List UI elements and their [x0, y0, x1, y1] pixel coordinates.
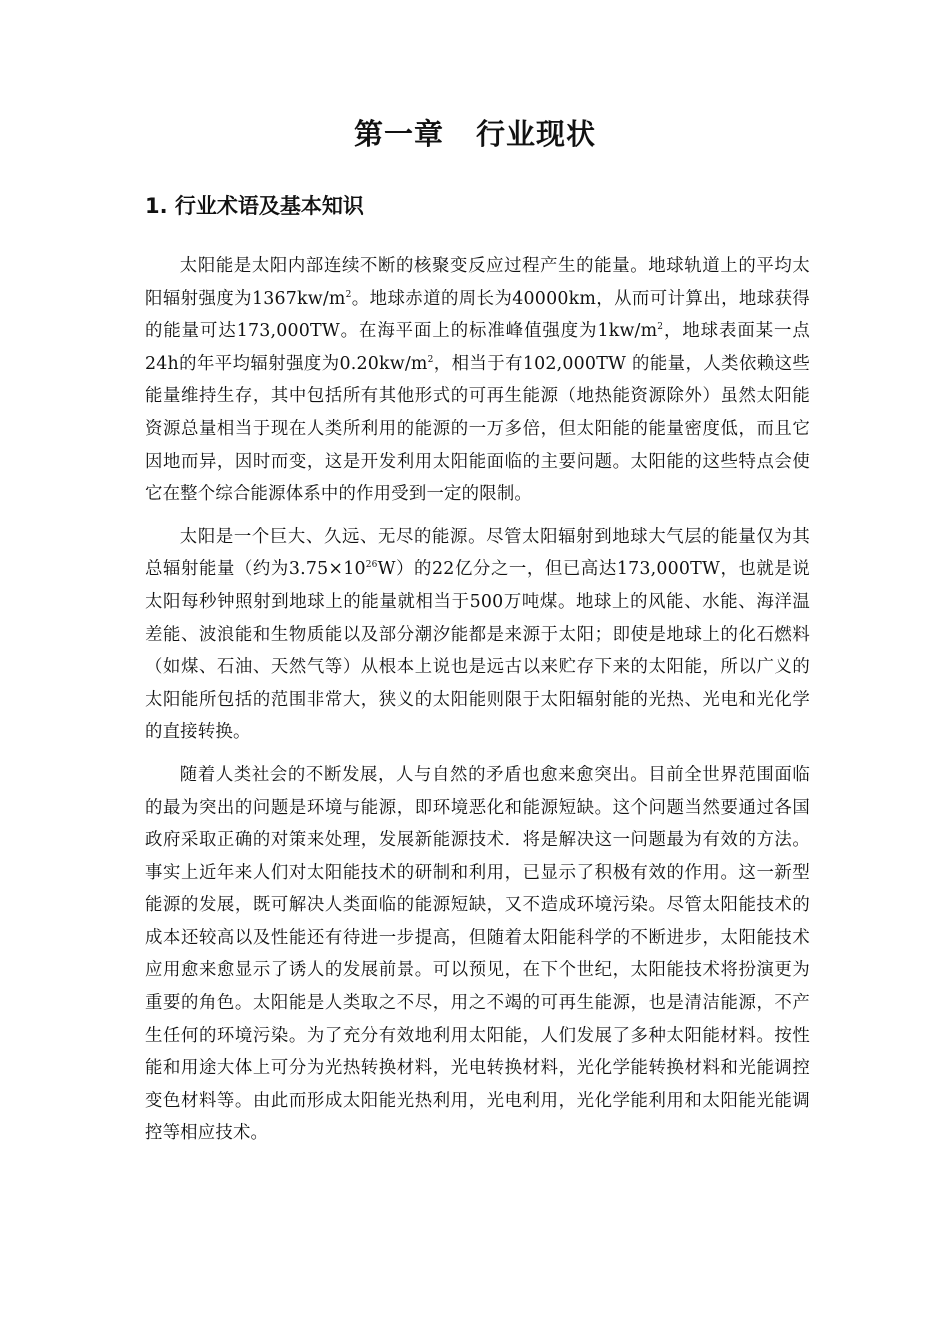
chapter-title: [0, 112, 950, 153]
paragraph-2-text-b: W）的22亿分之一，但已高达173,000TW，也就是说太阳每秒钟照射到地球上的能量就相当于500万吨煤。地球上的风能、水能、海洋温差能、波浪能和生物质能以及部分潮汐能都是来源于太阳；即使是地球上的化石燃料（如煤、石油、天然气等）从根本上说也是远古以来贮存下来的太阳能，所以广义的太阳能所包括的范围非常大，狭义的太阳能则限于太阳辐射能的光热、光电和光化学的直接转换。: [145, 559, 810, 743]
chapter-prefix: 第一章: [353, 117, 444, 151]
body-text: [145, 250, 810, 1160]
paragraph-1-text-b: 。地球赤道的周长为40000km，从而可计算出，地球获得的能量可达173,000TW。在海平面上的标准峰值强度为1kw/m: [145, 288, 810, 342]
superscript: 2: [427, 354, 434, 365]
section-heading: 1. 行业术语及基本知识: [145, 194, 364, 218]
paragraph-2-text-a: 太阳是一个巨大、久远、无尽的能源。尽管太阳辐射到地球大气层的能量仅为其总辐射能量（约为3.75×10: [145, 526, 810, 580]
paragraph-1-text-a: 太阳能是太阳内部连续不断的核聚变反应过程产生的能量。地球轨道上的平均太阳辐射强度为1367kw/m: [145, 256, 810, 309]
paragraph-3: [145, 759, 810, 1150]
superscript: 2: [657, 322, 664, 333]
paragraph-1-text-c: ，地球表面某一点24h的年平均辐射强度为0.20kw/m: [145, 321, 810, 374]
paragraph-2: [145, 521, 810, 749]
superscript: 26: [365, 560, 378, 571]
paragraph-1-text-d: ，相当于有102,000TW 的能量，人类依赖这些能量维持生存，其中包括所有其他形式的可再生能源（地热能资源除外）虽然太阳能资源总量相当于现在人类所利用的能源的一万多倍，但太阳能的能量密度低，而且它因地而异，因时而变，这是开发利用太阳能面临的主要问题。太阳能的这些特点会使它在整个综合能源体系中的作用受到一定的限制。: [145, 353, 810, 505]
paragraph-1: [145, 250, 810, 511]
paragraph-3-text: 随着人类社会的不断发展，人与自然的矛盾也愈来愈突出。目前全世界范围面临的最为突出的问题是环境与能源，即环境恶化和能源短缺。这个问题当然要通过各国政府采取正确的对策来处理，发展新能源技术．将是解决这一问题最为有效的方法。事实上近年来人们对太阳能技术的研制和利用，已显示了积极有效的作用。这一新型能源的发展，既可解决人类面临的能源短缺，又不造成环境污染。尽管太阳能技术的成本还较高以及性能还有待进一步提高，但随着太阳能科学的不断进步，太阳能技术应用愈来愈显示了诱人的发展前景。可以预见，在下个世纪，太阳能技术将扮演更为重要的角色。太阳能是人类取之不尽，用之不竭的可再生能源，也是清洁能源，不产生任何的环境污染。为了充分有效地利用太阳能，人们发展了多种太阳能材料。按性能和用途大体上可分为光热转换材料，光电转换材料，光化学能转换材料和光能调控变色材料等。由此而形成太阳能光热利用，光电利用，光化学能利用和太阳能光能调控等相应技术。: [145, 764, 810, 1144]
chapter-name: 行业现状: [476, 117, 597, 151]
superscript: 2: [345, 289, 352, 300]
